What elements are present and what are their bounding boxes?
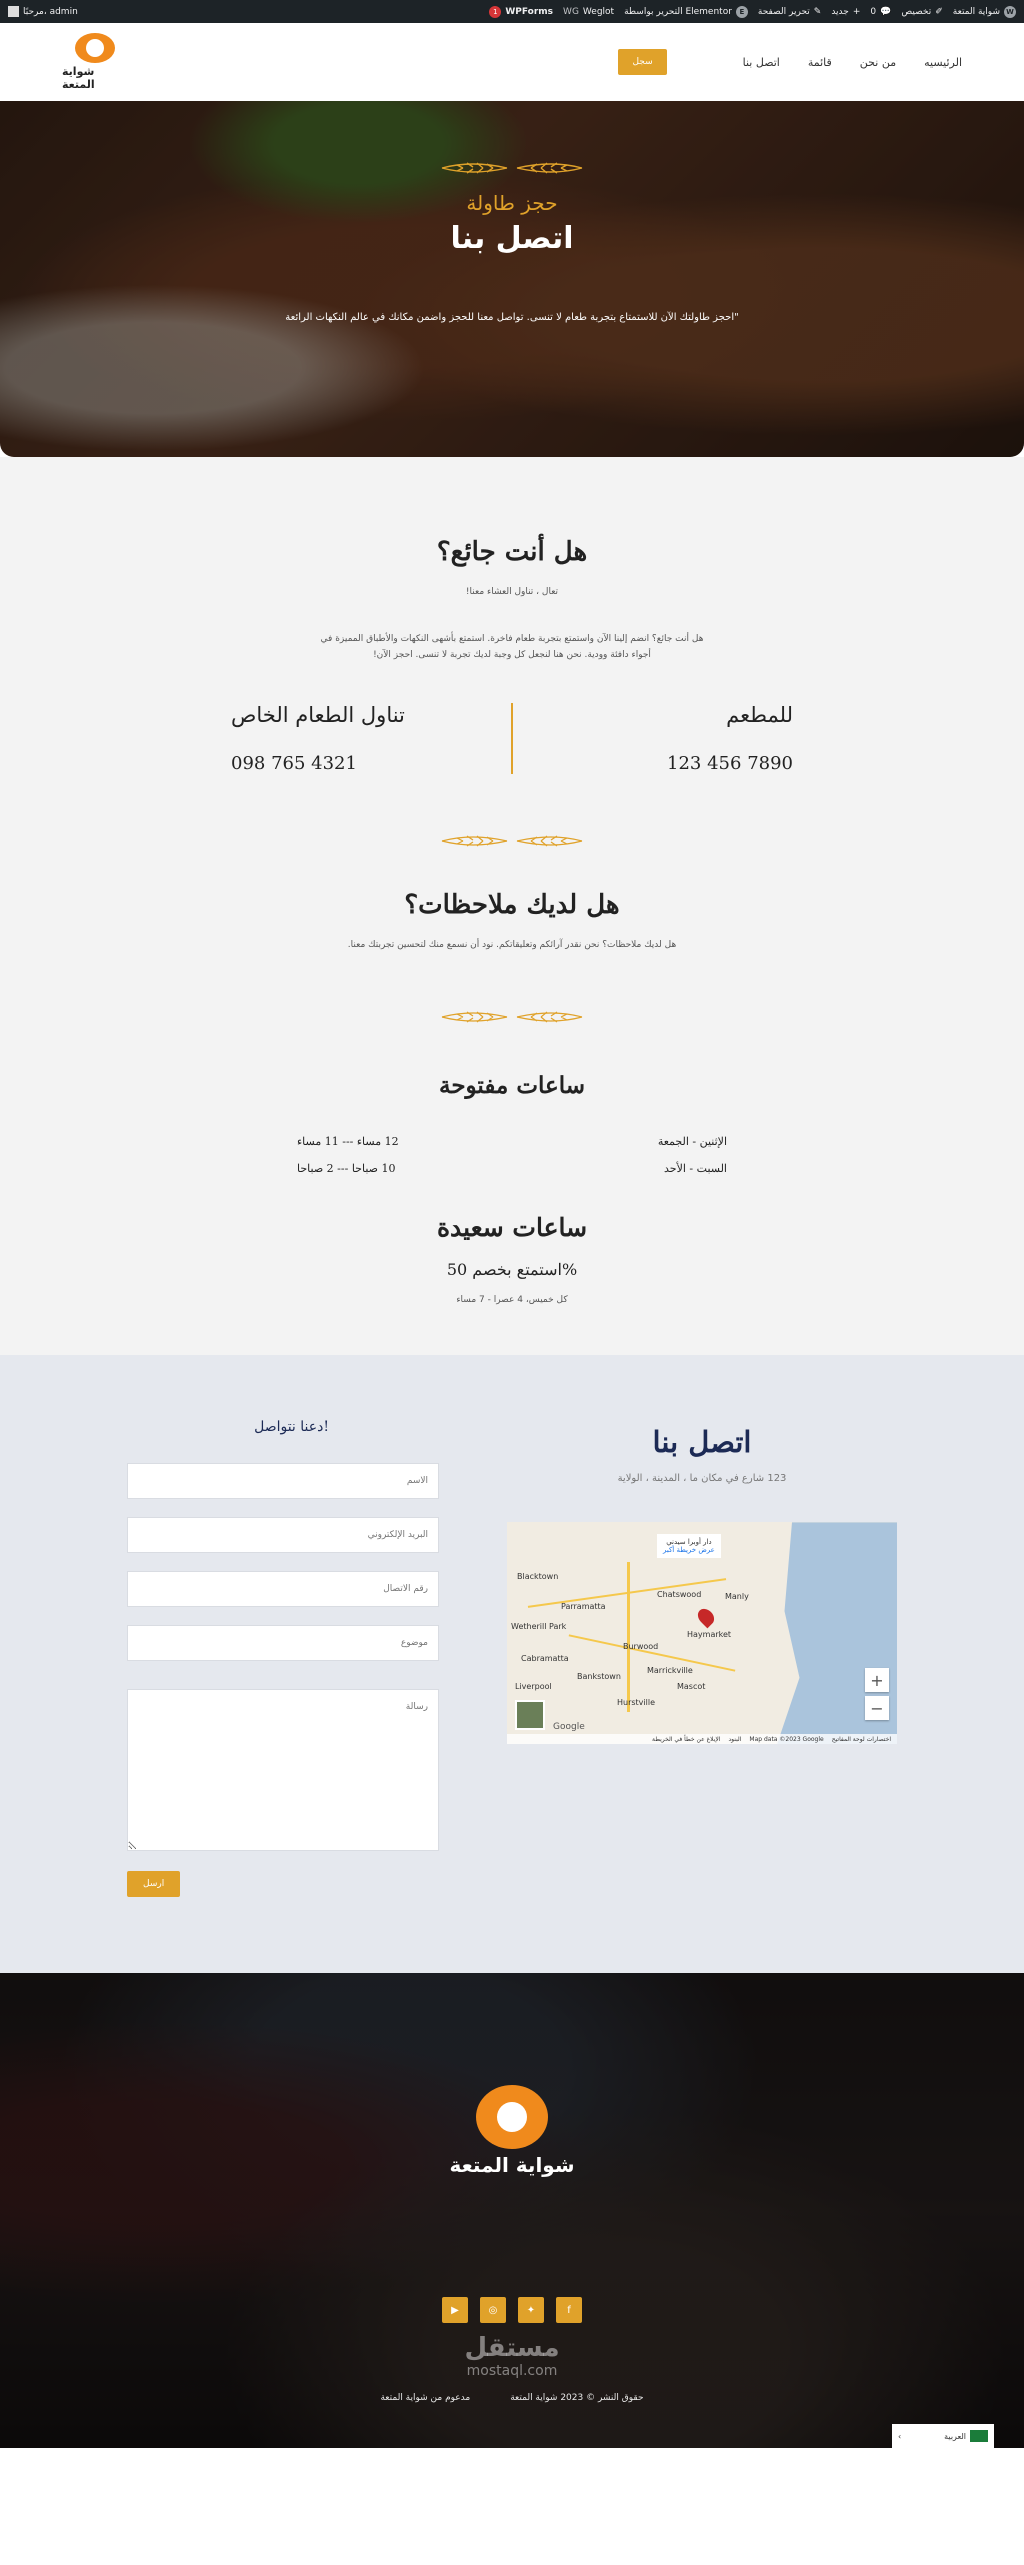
send-button[interactable]: ارسل [127, 1871, 180, 1897]
admin-edit-page[interactable]: تحرير الصفحة ✎ [757, 6, 822, 17]
restaurant-phone[interactable]: 123 456 7890 [667, 753, 793, 775]
site-footer [0, 1973, 1024, 2448]
admin-greeting[interactable]: مرحبًا، admin [8, 6, 78, 17]
restaurant-column [513, 703, 803, 774]
hungry-title: هل أنت جائع؟ [436, 537, 588, 567]
admin-bar-right [489, 6, 1016, 18]
message-textarea[interactable] [127, 1689, 439, 1851]
wheat-ornament-icon [437, 830, 587, 852]
chef-logo-icon [75, 33, 115, 63]
admin-elementor[interactable]: التحرير بواسطة Elementor E [624, 6, 748, 18]
private-dining-title: تناول الطعام الخاص [231, 703, 405, 728]
restaurant-title: للمطعم [726, 703, 793, 728]
order-button[interactable]: سجل [618, 49, 666, 75]
info-section [0, 457, 1024, 1355]
contact-title: اتصل بنا [652, 1425, 752, 1460]
powered-by-text: مدعوم من شواية المتعة [380, 2393, 471, 2404]
notes-text: هل لديك ملاحظات؟ نحن نقدر آرائكم وتعليقاتكم. نود أن نسمع منك لتحسين تجربتك معنا. [347, 940, 677, 951]
notification-badge: 1 [489, 6, 501, 18]
form-title: دعنا نتواصل! [254, 1419, 329, 1436]
map-pin-icon[interactable] [695, 1606, 718, 1629]
nav-item-about[interactable]: من نحن [859, 55, 897, 69]
hero-subtitle: حجز طاولة [466, 191, 558, 215]
hours-time: 12 مساء --- 11 مساء [297, 1135, 399, 1149]
admin-weglot[interactable]: WG Weglot [563, 6, 615, 17]
main-nav [618, 49, 962, 75]
chef-logo-icon [476, 2085, 548, 2149]
email-input[interactable] [127, 1517, 439, 1553]
hours-table [297, 1135, 727, 1175]
avatar [8, 6, 19, 17]
hero-description: "احجز طاولتك الآن للاستمتاع بتجربة طعام لا تنسى. تواصل معنا للحجز واضمن مكانك في عالم النكهات الرائعة [285, 312, 739, 323]
hours-time: 10 صباحا --- 2 صباحا [297, 1162, 396, 1176]
notes-title: هل لديك ملاحظات؟ [404, 890, 620, 921]
watermark-latin: mostaql.com [466, 2363, 558, 2380]
map-place-card[interactable]: دار أوبرا سيدني عرض خريطة أكبر [657, 1534, 721, 1558]
phone-columns [0, 703, 1024, 774]
footer-bottom [380, 2393, 643, 2403]
watermark: مستقل [464, 2333, 560, 2364]
admin-comments[interactable]: 0 💬 [870, 6, 892, 17]
comment-icon: 💬 [880, 6, 892, 17]
phone-input[interactable] [127, 1571, 439, 1607]
copyright-text: حقوق النشر © 2023 شواية المتعة [510, 2393, 644, 2404]
youtube-icon[interactable]: ▶ [442, 2297, 468, 2323]
admin-site-name[interactable]: شواية المتعة W [953, 6, 1016, 18]
hungry-paragraph: هل أنت جائع؟ انضم إلينا الآن واستمتع بتجربة طعام فاخرة. استمتع بأشهى النكهات والأطباق المميزة في أجواء دافئة وودية. نحن هنا لنجعل كل وجبة لديك تجربة لا تنسى. احجز الآن! [320, 634, 704, 661]
site-header [0, 23, 1024, 101]
site-logo[interactable]: شواية المتعة [62, 33, 128, 91]
wheat-ornament-icon [437, 1006, 587, 1028]
map-footer: الإبلاغ عن خطأ في الخريطة البنود Map data ©2023 Google اختصارات لوحة المفاتيح [507, 1734, 897, 1744]
hours-title: ساعات مفتوحة [439, 1072, 585, 1100]
google-logo: Google [553, 1722, 585, 1733]
elementor-icon: E [736, 6, 748, 18]
contact-info [507, 1419, 897, 1897]
happy-hours-title: ساعات سعيدة [436, 1213, 588, 1243]
pencil-icon: ✎ [813, 6, 822, 17]
private-dining-phone[interactable]: 098 765 4321 [231, 753, 357, 775]
contact-form [127, 1419, 439, 1897]
zoom-out-button[interactable]: − [865, 1696, 889, 1720]
hero-banner [0, 101, 1024, 457]
chevron-icon: › [898, 2431, 902, 2441]
admin-bar-left [8, 6, 78, 17]
footer-logo[interactable]: شواية المتعة [449, 2085, 574, 2177]
google-map[interactable]: دار أوبرا سيدني عرض خريطة أكبر Blacktown Parramatta Chatswood Manly Burwood Haymarket Cabramatta Bankstown Marrickville Liverpool Hurstville Mascot Wetherill Park + − Google الإبلاغ عن خطأ في الخريطة البنود Map data ©2023 Google اختصارات لوحة المفاتيح [507, 1522, 897, 1744]
nav-item-menu[interactable]: قائمة [807, 55, 832, 69]
admin-customize[interactable]: تخصيص ✐ [901, 6, 943, 17]
admin-wpforms[interactable]: 1 WPForms [489, 6, 553, 18]
page-title: اتصل بنا [450, 221, 574, 256]
hours-day: السبت - الأحد [664, 1162, 727, 1176]
happy-hours-time: كل خميس، 4 عصرا - 7 مساء [456, 1295, 568, 1306]
map-layer-toggle[interactable] [515, 1700, 545, 1730]
column-divider [511, 703, 513, 774]
admin-bar [0, 0, 1024, 23]
weglot-icon: WG [563, 6, 579, 17]
instagram-icon[interactable]: ◎ [480, 2297, 506, 2323]
plus-icon: + [852, 6, 861, 17]
name-input[interactable] [127, 1463, 439, 1499]
twitter-icon[interactable]: ✦ [518, 2297, 544, 2323]
private-dining-column [221, 703, 511, 774]
language-switcher[interactable]: العربية › [892, 2424, 994, 2448]
subject-input[interactable] [127, 1625, 439, 1661]
wheat-ornament-icon [437, 157, 587, 179]
hungry-subtitle: تعال ، تناول العشاء معنا! [465, 587, 559, 597]
brush-icon: ✐ [935, 6, 943, 17]
happy-hours-offer: استمتع بخصم 50% [446, 1260, 578, 1280]
nav-item-home[interactable]: الرئيسيه [924, 55, 962, 69]
contact-section [0, 1355, 1024, 1973]
contact-address: 123 شارع في مكان ما ، المدينة ، الولاية [617, 1473, 787, 1485]
admin-new[interactable]: جديد + [831, 6, 861, 17]
saudi-flag-icon [970, 2430, 988, 2442]
hours-day: الإثنين - الجمعة [657, 1135, 727, 1149]
facebook-icon[interactable]: f [556, 2297, 582, 2323]
social-links [442, 2297, 582, 2323]
nav-item-contact[interactable]: اتصل بنا [742, 55, 780, 69]
zoom-in-button[interactable]: + [865, 1668, 889, 1692]
wordpress-icon: W [1004, 6, 1016, 18]
